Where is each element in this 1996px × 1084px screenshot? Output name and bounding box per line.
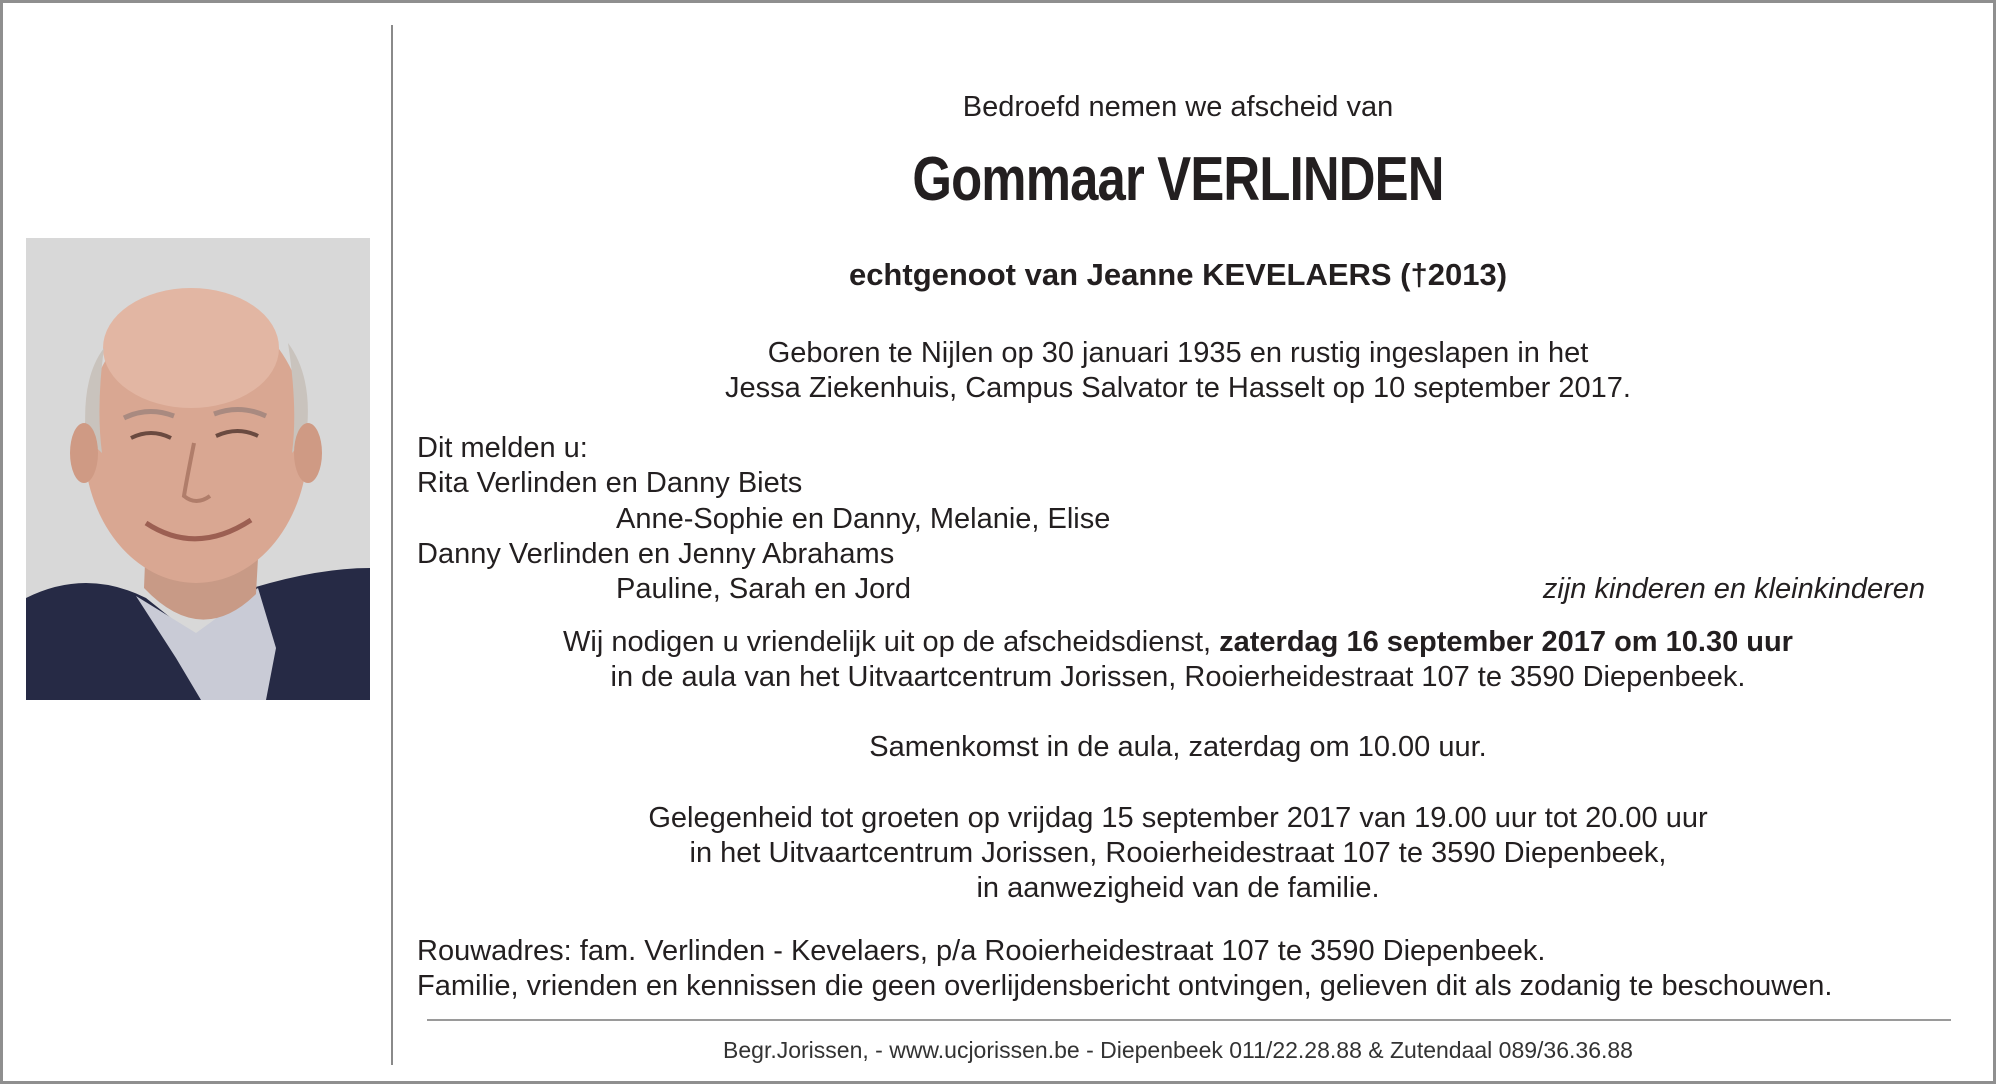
- family-line: Rita Verlinden en Danny Biets: [417, 467, 803, 499]
- service-datetime: zaterdag 16 september 2017 om 10.30 uur: [1219, 626, 1793, 658]
- service-line-1: [393, 625, 1963, 660]
- deceased-name: [393, 145, 1963, 215]
- visit-line-2: in het Uitvaartcentrum Jorissen, Rooierheidestraat 107 te 3590 Diepenbeek,: [689, 837, 1667, 869]
- service-line-2: in de aula van het Uitvaartcentrum Jorissen, Rooierheidestraat 107 te 3590 Diepenbeek.: [610, 661, 1746, 693]
- mourning-address: Rouwadres: fam. Verlinden - Kevelaers, p/a Rooierheidestraat 107 te 3590 Diepenbeek.: [417, 935, 1546, 967]
- family-role: zijn kinderen en kleinkinderen: [1542, 573, 1925, 605]
- birth-line-2: Jessa Ziekenhuis, Campus Salvator te Hasselt op 10 september 2017.: [725, 372, 1631, 404]
- visit-line-1: Gelegenheid tot groeten op vrijdag 15 september 2017 van 19.00 uur tot 20.00 uur: [648, 802, 1708, 834]
- portrait-photo: [26, 238, 370, 700]
- spouse-line: echtgenoot van Jeanne KEVELAERS (†2013): [848, 257, 1508, 292]
- footer-contact: Begr.Jorissen, - www.ucjorissen.be - Diepenbeek 011/22.28.88 & Zutendaal 089/36.36.88: [723, 1037, 1633, 1063]
- family-line: Pauline, Sarah en Jord: [616, 573, 912, 605]
- intro-text: Bedroefd nemen we afscheid van: [962, 91, 1394, 123]
- visit-line-3: in aanwezigheid van de familie.: [976, 872, 1380, 904]
- birth-line-1: Geboren te Nijlen op 30 januari 1935 en rustig ingeslapen in het: [767, 337, 1589, 369]
- family-line: Danny Verlinden en Jenny Abrahams: [417, 538, 895, 570]
- gathering-line: Samenkomst in de aula, zaterdag om 10.00 uur.: [869, 731, 1487, 763]
- service-invitation: Wij nodigen u vriendelijk uit op de afscheidsdienst,: [563, 626, 1220, 658]
- family-line: Anne-Sophie en Danny, Melanie, Elise: [616, 503, 1111, 535]
- deceased-name-text: Gommaar VERLINDEN: [912, 145, 1444, 214]
- notice-line: Familie, vrienden en kennissen die geen overlijdensbericht ontvingen, gelieven dit als zodanig te beschouwen.: [417, 970, 1833, 1002]
- divider-horizontal: [427, 1019, 1951, 1021]
- announcers-label: Dit melden u:: [417, 432, 588, 464]
